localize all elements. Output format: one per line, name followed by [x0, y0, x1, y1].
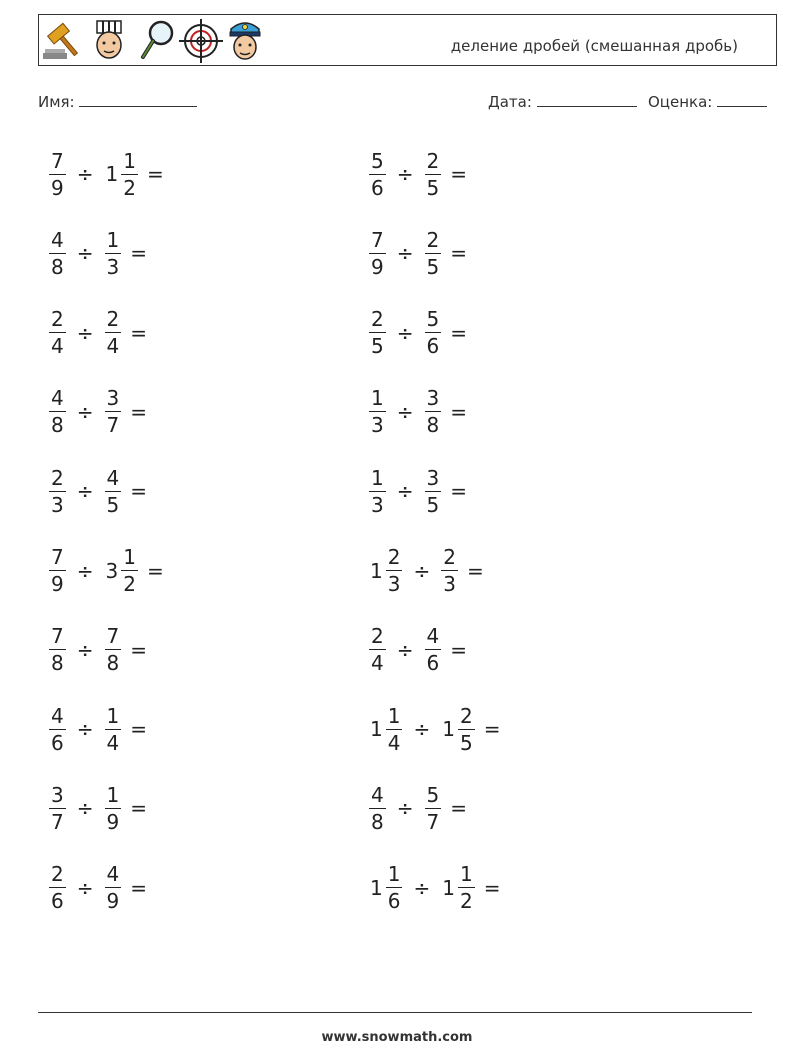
denominator: 5	[426, 254, 440, 279]
denominator: 6	[426, 651, 440, 676]
problem-item	[46, 223, 147, 283]
date-label: Дата:	[488, 93, 532, 111]
numerator: 5	[426, 307, 440, 332]
numerator: 4	[51, 703, 64, 728]
problem-item	[366, 620, 467, 680]
numerator: 2	[426, 227, 440, 252]
division-operator: ÷	[413, 717, 431, 742]
name-label: Имя:	[38, 93, 75, 111]
fraction	[49, 150, 66, 199]
grade-label: Оценка:	[648, 93, 713, 111]
equals-sign: =	[450, 479, 467, 504]
numerator: 4	[426, 624, 440, 649]
fraction-bar	[49, 174, 66, 175]
division-operator: ÷	[396, 241, 414, 266]
fraction-bar	[369, 808, 386, 809]
problem-item	[46, 699, 147, 759]
fraction-bar	[369, 332, 386, 333]
equals-sign: =	[130, 399, 147, 424]
division-operator: ÷	[76, 399, 94, 424]
denominator: 6	[51, 730, 64, 755]
numerator: 2	[106, 307, 120, 332]
numerator: 4	[106, 465, 120, 490]
denominator: 4	[51, 334, 64, 359]
whole-number: 1	[370, 558, 383, 583]
denominator: 5	[371, 334, 384, 359]
fraction-bar	[425, 491, 442, 492]
numerator: 2	[51, 307, 64, 332]
fraction	[49, 784, 66, 833]
whole-number: 1	[370, 875, 383, 900]
denominator: 6	[387, 889, 401, 914]
fraction-bar	[105, 887, 122, 888]
fraction-bar	[425, 253, 442, 254]
fraction-bar	[49, 887, 66, 888]
equals-sign: =	[130, 717, 147, 742]
fraction-bar	[121, 570, 138, 571]
fraction	[49, 546, 66, 595]
fraction	[105, 863, 122, 912]
fraction-bar	[369, 411, 386, 412]
denominator: 4	[106, 730, 120, 755]
fraction-bar	[49, 808, 66, 809]
fraction	[369, 625, 386, 674]
whole-number: 1	[370, 717, 383, 742]
denominator: 3	[443, 572, 456, 596]
division-operator: ÷	[76, 558, 94, 583]
fraction	[425, 625, 442, 674]
fraction	[369, 308, 386, 357]
numerator: 3	[426, 465, 440, 490]
problem-item	[366, 144, 467, 204]
fraction-bar	[105, 729, 122, 730]
fraction	[369, 229, 386, 278]
problem-item	[366, 382, 467, 442]
denominator: 4	[371, 651, 384, 676]
denominator: 3	[387, 572, 401, 596]
whole-number: 1	[442, 875, 455, 900]
fraction-bar	[425, 649, 442, 650]
denominator: 5	[106, 492, 120, 517]
fraction-bar	[425, 332, 442, 333]
fraction-bar	[49, 491, 66, 492]
problem-item	[46, 303, 147, 363]
problem-item	[46, 778, 147, 838]
denominator: 6	[371, 175, 384, 200]
numerator: 4	[51, 386, 64, 411]
numerator: 7	[371, 227, 384, 252]
fraction-bar	[458, 887, 475, 888]
equals-sign: =	[130, 796, 147, 821]
denominator: 3	[106, 254, 120, 279]
numerator: 2	[426, 148, 440, 173]
fraction-bar	[369, 491, 386, 492]
fraction-bar	[369, 174, 386, 175]
problem-item	[366, 223, 467, 283]
problem-item	[46, 858, 147, 918]
fraction	[369, 784, 386, 833]
division-operator: ÷	[76, 796, 94, 821]
numerator: 3	[426, 386, 440, 411]
fraction	[425, 784, 442, 833]
fraction	[425, 308, 442, 357]
fraction	[425, 229, 442, 278]
denominator: 7	[426, 809, 440, 834]
fraction	[49, 863, 66, 912]
fraction	[49, 467, 66, 516]
numerator: 1	[123, 545, 136, 569]
fraction-bar	[386, 570, 403, 571]
whole-number: 1	[442, 717, 455, 742]
equals-sign: =	[450, 796, 467, 821]
division-operator: ÷	[396, 637, 414, 662]
problem-item	[366, 699, 500, 759]
division-operator: ÷	[396, 796, 414, 821]
fraction-bar	[105, 808, 122, 809]
fraction-bar	[369, 253, 386, 254]
denominator: 5	[426, 175, 440, 200]
fraction	[369, 387, 386, 436]
division-operator: ÷	[413, 875, 431, 900]
fraction-bar	[425, 808, 442, 809]
denominator: 4	[106, 334, 120, 359]
equals-sign: =	[450, 162, 467, 186]
fraction	[105, 308, 122, 357]
division-operator: ÷	[413, 558, 431, 583]
equals-sign: =	[450, 241, 467, 266]
numerator: 2	[371, 624, 384, 649]
denominator: 6	[426, 334, 440, 359]
problem-item	[366, 461, 467, 521]
fraction	[49, 308, 66, 357]
denominator: 2	[123, 572, 136, 596]
fraction-bar	[105, 411, 122, 412]
equals-sign: =	[130, 479, 147, 504]
fraction	[369, 467, 386, 516]
fraction-bar	[105, 253, 122, 254]
denominator: 8	[371, 809, 384, 834]
numerator: 2	[51, 862, 64, 887]
numerator: 4	[106, 862, 120, 887]
division-operator: ÷	[396, 479, 414, 504]
problem-item	[46, 461, 147, 521]
footer-divider	[38, 1012, 752, 1013]
division-operator: ÷	[76, 479, 94, 504]
fraction	[105, 625, 122, 674]
fraction-bar	[386, 887, 403, 888]
numerator: 1	[371, 465, 384, 490]
division-operator: ÷	[76, 875, 94, 900]
fraction	[425, 387, 442, 436]
fraction-bar	[425, 174, 442, 175]
whole-number: 3	[105, 558, 119, 583]
equals-sign: =	[466, 558, 484, 583]
fraction-bar	[425, 411, 442, 412]
fraction	[49, 387, 66, 436]
equals-sign: =	[130, 241, 147, 266]
numerator: 3	[51, 782, 64, 807]
problem-item	[366, 303, 467, 363]
fraction	[49, 625, 66, 674]
denominator: 2	[123, 175, 136, 200]
fraction-bar	[49, 332, 66, 333]
fraction-bar	[121, 174, 138, 175]
division-operator: ÷	[396, 320, 414, 345]
numerator: 1	[387, 703, 401, 728]
numerator: 1	[387, 862, 401, 887]
equals-sign: =	[450, 399, 467, 424]
fraction	[386, 863, 403, 912]
fraction	[121, 150, 138, 199]
denominator: 8	[51, 651, 64, 676]
problem-item	[46, 541, 164, 601]
denominator: 7	[106, 413, 120, 438]
division-operator: ÷	[76, 717, 94, 742]
fraction	[386, 546, 403, 595]
fraction-bar	[49, 253, 66, 254]
numerator: 2	[459, 703, 473, 728]
denominator: 8	[426, 413, 440, 438]
numerator: 2	[371, 307, 384, 332]
numerator: 7	[106, 624, 120, 649]
fraction-bar	[105, 332, 122, 333]
equals-sign: =	[450, 320, 467, 345]
numerator: 1	[123, 148, 136, 173]
equals-sign: =	[130, 320, 147, 345]
numerator: 7	[51, 148, 64, 173]
fraction-bar	[441, 570, 458, 571]
equals-sign: =	[483, 875, 501, 900]
fraction-bar	[105, 491, 122, 492]
fraction-bar	[386, 729, 403, 730]
problem-item	[366, 858, 500, 918]
numerator: 4	[371, 782, 384, 807]
denominator: 8	[106, 651, 120, 676]
problem-item	[46, 620, 147, 680]
fraction	[425, 150, 442, 199]
fraction	[49, 705, 66, 754]
denominator: 5	[459, 730, 473, 755]
numerator: 2	[443, 545, 456, 569]
whole-number: 1	[105, 162, 119, 186]
fraction	[386, 705, 403, 754]
numerator: 1	[106, 703, 120, 728]
denominator: 9	[51, 175, 64, 200]
numerator: 5	[371, 148, 384, 173]
footer-url: www.snowmath.com	[321, 1030, 473, 1045]
denominator: 9	[106, 809, 120, 834]
fraction	[105, 784, 122, 833]
division-operator: ÷	[76, 320, 94, 345]
equals-sign: =	[146, 162, 164, 186]
fraction	[441, 546, 458, 595]
equals-sign: =	[450, 637, 467, 662]
numerator: 7	[51, 545, 64, 569]
denominator: 6	[51, 889, 64, 914]
numerator: 3	[106, 386, 120, 411]
numerator: 7	[51, 624, 64, 649]
equals-sign: =	[130, 875, 147, 900]
division-operator: ÷	[396, 162, 414, 186]
equals-sign: =	[130, 637, 147, 662]
fraction	[105, 467, 122, 516]
denominator: 5	[426, 492, 440, 517]
numerator: 5	[426, 782, 440, 807]
denominator: 9	[51, 572, 64, 596]
numerator: 2	[387, 545, 401, 569]
fraction-bar	[369, 649, 386, 650]
denominator: 3	[371, 413, 384, 438]
denominator: 8	[51, 254, 64, 279]
fraction	[425, 467, 442, 516]
problem-item	[46, 144, 164, 204]
denominator: 4	[387, 730, 401, 755]
division-operator: ÷	[76, 637, 94, 662]
denominator: 3	[51, 492, 64, 517]
numerator: 2	[51, 465, 64, 490]
numerator: 4	[51, 227, 64, 252]
denominator: 9	[371, 254, 384, 279]
fraction	[105, 705, 122, 754]
numerator: 1	[459, 862, 473, 887]
numerator: 1	[371, 386, 384, 411]
numerator: 1	[106, 782, 120, 807]
worksheet-title: деление дробей (смешанная дробь)	[450, 37, 738, 55]
equals-sign: =	[146, 558, 164, 583]
fraction-bar	[458, 729, 475, 730]
equals-sign: =	[483, 717, 501, 742]
division-operator: ÷	[76, 162, 94, 186]
fraction	[458, 863, 475, 912]
denominator: 7	[51, 809, 64, 834]
fraction-bar	[49, 570, 66, 571]
fraction-bar	[49, 729, 66, 730]
denominator: 8	[51, 413, 64, 438]
denominator: 2	[459, 889, 473, 914]
problem-item	[366, 541, 484, 601]
problem-item	[366, 778, 467, 838]
division-operator: ÷	[396, 399, 414, 424]
division-operator: ÷	[76, 241, 94, 266]
fraction	[121, 546, 138, 595]
fraction	[369, 150, 386, 199]
fraction-bar	[49, 411, 66, 412]
denominator: 9	[106, 889, 120, 914]
fraction	[105, 387, 122, 436]
fraction	[49, 229, 66, 278]
numerator: 1	[106, 227, 120, 252]
denominator: 3	[371, 492, 384, 517]
fraction-bar	[105, 649, 122, 650]
problem-item	[46, 382, 147, 442]
fraction	[458, 705, 475, 754]
fraction	[105, 229, 122, 278]
fraction-bar	[49, 649, 66, 650]
